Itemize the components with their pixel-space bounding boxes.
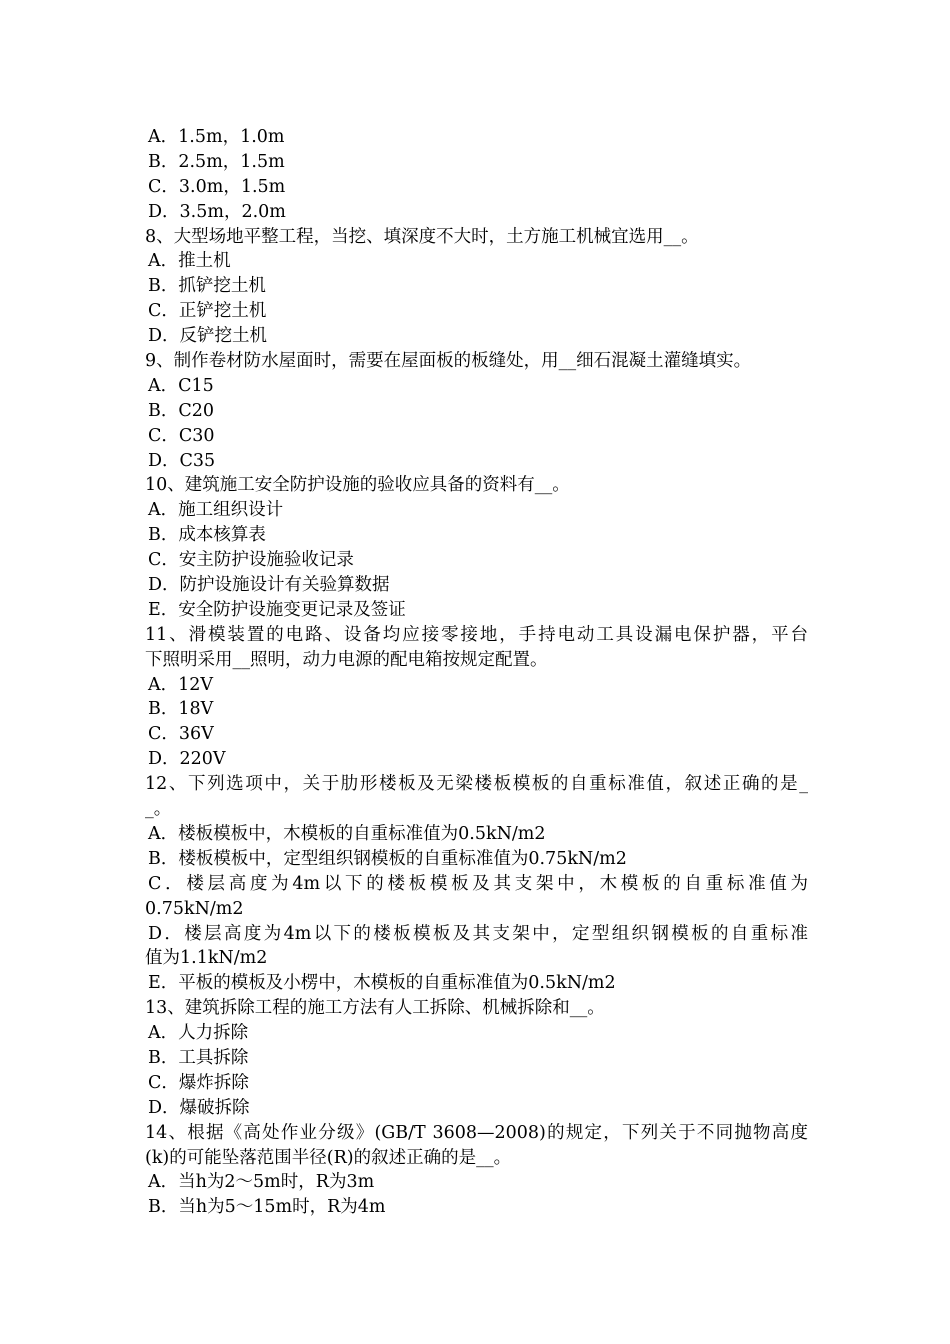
answer-option: A．C15	[148, 375, 214, 396]
answer-option: C．36V	[148, 724, 214, 745]
answer-option: B．工具拆除	[148, 1047, 249, 1068]
answer-option: D．220V	[148, 749, 226, 770]
answer-option: A．推土机	[148, 251, 231, 272]
text-line: _。	[145, 799, 172, 820]
answer-option	[145, 922, 808, 972]
answer-option: A．12V	[148, 674, 214, 695]
question-text: 10、建筑施工安全防护设施的验收应具备的资料有__。	[145, 475, 570, 496]
answer-option: C．安主防护设施验收记录	[148, 550, 354, 571]
document-body	[145, 125, 808, 1220]
text-line: 12、下列选项中，关于肋形楼板及无梁楼板模板的自重标准值，叙述正确的是_	[145, 774, 808, 795]
answer-option: A．人力拆除	[148, 1023, 249, 1044]
answer-option: B．成本核算表	[148, 525, 266, 546]
question-text: 13、建筑拆除工程的施工方法有人工拆除、机械拆除和__。	[145, 998, 605, 1019]
text-line: C．楼层高度为4m以下的楼板模板及其支架中，木模板的自重标准值为	[148, 873, 808, 894]
answer-option: B．18V	[148, 699, 214, 720]
answer-option: A．当h为2～5m时，R为3m	[148, 1172, 375, 1193]
text-line: (k)的可能坠落范围半径(R)的叙述正确的是__。	[145, 1147, 512, 1168]
answer-option: C．C30	[148, 425, 215, 446]
question-text	[145, 1121, 808, 1171]
answer-option: B．抓铲挖土机	[148, 276, 266, 297]
answer-option: A．楼板模板中，木模板的自重标准值为0.5kN/m2	[148, 823, 546, 844]
question-text	[145, 623, 808, 673]
text-line: 值为1.1kN/m2	[145, 948, 268, 969]
answer-option: E．平板的模板及小楞中，木模板的自重标准值为0.5kN/m2	[148, 973, 616, 994]
answer-option: D．反铲挖土机	[148, 326, 268, 347]
answer-option: D．防护设施设计有关验算数据	[148, 575, 390, 596]
answer-option: B．楼板模板中，定型组织钢模板的自重标准值为0.75kN/m2	[148, 848, 627, 869]
answer-option: D．C35	[148, 450, 216, 471]
text-line: 14、根据《高处作业分级》(GB/T 3608—2008)的规定，下列关于不同抛物高度	[145, 1122, 808, 1143]
question-text: 8、大型场地平整工程，当挖、填深度不大时，土方施工机械宜选用__。	[145, 226, 699, 247]
answer-option: B．C20	[148, 400, 215, 421]
text-line: 下照明采用__照明，动力电源的配电箱按规定配置。	[145, 649, 548, 670]
answer-option: D．爆破拆除	[148, 1097, 250, 1118]
answer-option	[145, 872, 808, 922]
text-line: 0.75kN/m2	[145, 898, 244, 919]
answer-option: B．当h为5～15m时，R为4m	[148, 1197, 386, 1218]
answer-option: D．3.5m，2.0m	[148, 201, 286, 222]
answer-option: B．2.5m，1.5m	[148, 151, 285, 172]
text-line: D．楼层高度为4m以下的楼板模板及其支架中，定型组织钢模板的自重标准	[148, 923, 808, 944]
question-text: 9、制作卷材防水屋面时，需要在屋面板的板缝处，用__细石混凝土灌缝填实。	[145, 351, 752, 372]
answer-option: C．正铲挖土机	[148, 301, 267, 322]
answer-option: A．1.5m，1.0m	[148, 127, 285, 147]
answer-option: E．安全防护设施变更记录及签证	[148, 599, 406, 620]
answer-option: A．施工组织设计	[148, 500, 284, 521]
text-line: 11、滑模装置的电路、设备均应接零接地，手持电动工具设漏电保护器，平台	[145, 624, 808, 645]
question-text	[145, 772, 808, 822]
answer-option: C．爆炸拆除	[148, 1072, 249, 1093]
answer-option: C．3.0m，1.5m	[148, 176, 286, 197]
